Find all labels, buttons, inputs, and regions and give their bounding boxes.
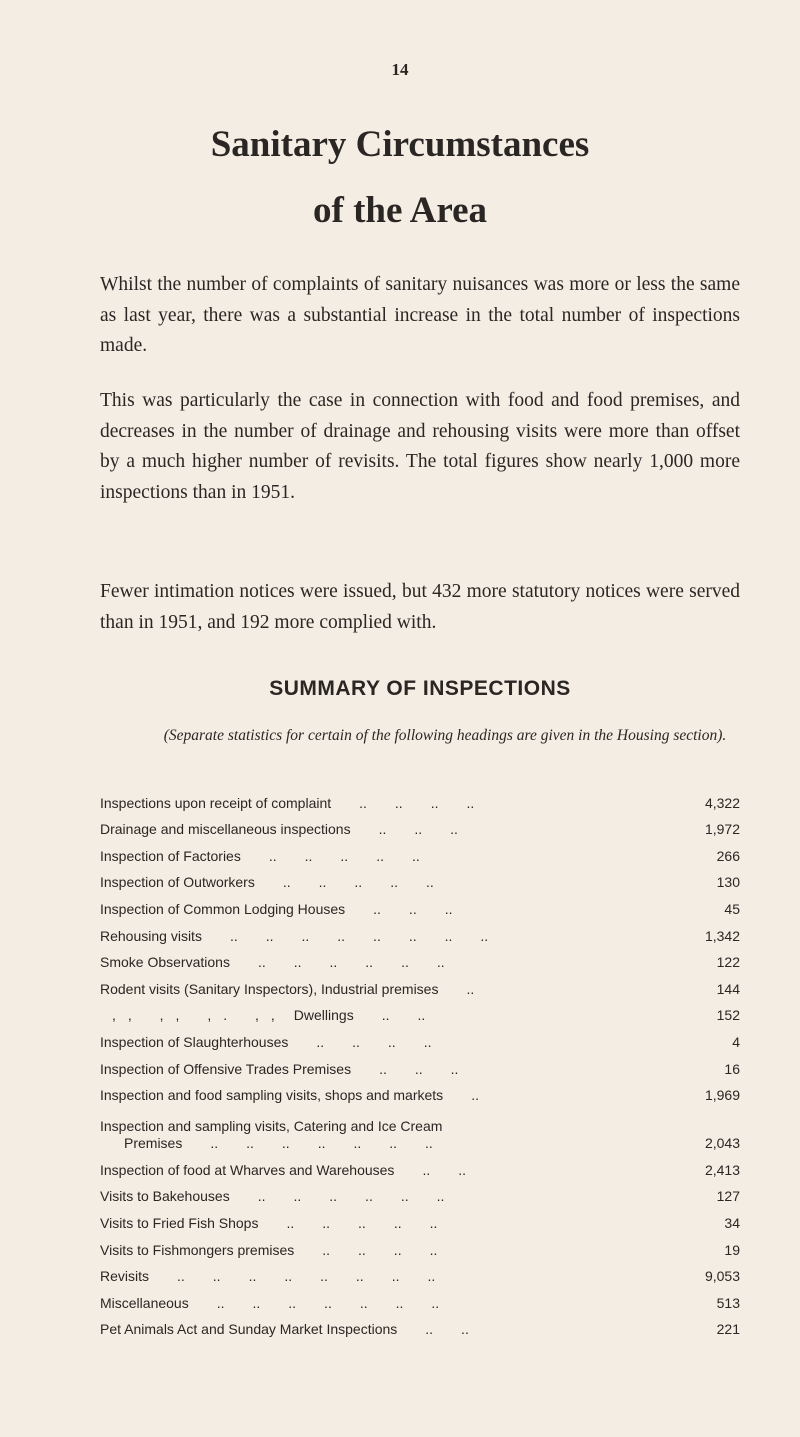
row-value: 19 (724, 1241, 740, 1258)
table-row (100, 1232, 740, 1259)
inspections-table (100, 785, 740, 1338)
table-row (100, 1104, 740, 1152)
dot-leader: .. .. .. .. .. .. .. (210, 1135, 433, 1152)
row-label-text: Visits to Fried Fish Shops (100, 1214, 259, 1231)
row-label (100, 795, 630, 812)
row-value: 513 (716, 1294, 740, 1311)
dot-leader: .. .. .. .. .. .. (257, 1188, 445, 1205)
dot-leader: .. .. .. .. .. (268, 847, 420, 864)
table-row (100, 891, 740, 918)
row-value: 45 (724, 900, 740, 917)
row-label-text: Visits to Bakehouses (100, 1188, 230, 1205)
row-label (100, 1007, 630, 1024)
dot-leader: .. .. .. (373, 900, 453, 917)
title-line-1: Sanitary Circumstances (210, 124, 590, 165)
row-value: 221 (716, 1321, 740, 1338)
dot-leader: .. .. .. (379, 1060, 459, 1077)
table-row (100, 1285, 740, 1312)
row-label (100, 848, 630, 865)
table-row (100, 945, 740, 972)
paragraph-complaints: Whilst the number of complaints of sanitary nuisances was more or less the same as last year, there was a substantial increase in the total number of inspections made. (100, 274, 740, 356)
row-label-text: Inspection of Factories (100, 847, 241, 864)
row-label-text: Inspection of Common Lodging Houses (100, 900, 346, 917)
row-value: 127 (716, 1188, 740, 1205)
summary-note: (Separate statistics for certain of the following headings are given in the Housing section). (163, 727, 727, 744)
dot-leader: .. .. .. (378, 821, 458, 838)
page-title (0, 112, 800, 244)
row-label-text: Inspection of Outworkers (100, 874, 255, 891)
row-label (100, 1087, 630, 1104)
row-label-text: Rodent visits (Sanitary Inspectors), Industrial premises (100, 980, 439, 997)
row-label-text: Inspection of Offensive Trades Premises (100, 1060, 352, 1077)
dot-leader: .. .. .. .. (322, 1241, 438, 1258)
dot-leader: .. .. .. .. .. .. (257, 954, 445, 971)
row-value: 9,053 (704, 1268, 740, 1285)
row-value: 4 (732, 1033, 740, 1050)
row-value: 16 (724, 1060, 740, 1077)
dot-leader: .. (466, 980, 475, 997)
row-label (100, 901, 630, 918)
row-value: 34 (724, 1214, 740, 1231)
row-label (100, 1188, 630, 1205)
row-label (100, 954, 630, 971)
dot-leader: .. .. .. .. .. .. .. (216, 1294, 440, 1311)
row-label-text: Inspections upon receipt of complaint (100, 794, 332, 811)
page-number: 14 (391, 60, 409, 79)
row-label (100, 874, 630, 891)
row-label (100, 1295, 630, 1312)
table-row (100, 1259, 740, 1286)
row-label (100, 1118, 630, 1152)
row-value: 4,322 (704, 794, 740, 811)
row-label (100, 821, 630, 838)
row-label (100, 1268, 630, 1285)
row-label-text-continued: Premises (124, 1135, 183, 1152)
dot-leader: .. (471, 1087, 479, 1104)
table-row (100, 1312, 740, 1339)
dot-leader: .. .. .. .. .. (282, 874, 434, 891)
row-value: 1,342 (704, 927, 740, 944)
table-row (100, 838, 740, 865)
dot-leader: .. .. .. .. .. .. .. .. (177, 1268, 436, 1285)
row-label-text: Inspection of food at Wharves and Warehouses (100, 1161, 395, 1178)
dot-leader: .. .. .. .. (359, 794, 475, 811)
dot-leader: .. .. (381, 1007, 426, 1024)
table-row (100, 1205, 740, 1232)
row-label (100, 1061, 630, 1078)
row-label (100, 1321, 630, 1338)
row-label (100, 1162, 630, 1179)
row-label-text: Rehousing visits (100, 927, 202, 944)
row-value: 1,972 (704, 821, 740, 838)
table-row (100, 1179, 740, 1206)
row-label-text: Smoke Observations (100, 954, 230, 971)
table-row (100, 1051, 740, 1078)
dot-leader: .. .. (422, 1161, 466, 1178)
row-label (100, 1242, 630, 1259)
row-label-text: Revisits (100, 1268, 150, 1285)
table-row (100, 998, 740, 1025)
table-row (100, 1024, 740, 1051)
row-label (100, 981, 630, 998)
row-value: 1,969 (704, 1087, 740, 1104)
table-row (100, 918, 740, 945)
dot-leader: .. .. (425, 1321, 469, 1338)
row-label-text: Inspection of Slaughterhouses (100, 1033, 289, 1050)
table-row (100, 1078, 740, 1105)
paragraph-notices: Fewer intimation notices were issued, but 432 more statutory notices were served than in 1951, and 192 more complied with. (100, 581, 740, 633)
row-value: 2,413 (704, 1161, 740, 1178)
table-row (100, 785, 740, 812)
row-label-text: Inspection and sampling visits, Catering and Ice Cream (100, 1118, 443, 1135)
row-label (100, 1034, 630, 1051)
row-value: 144 (716, 980, 740, 997)
row-label (100, 1215, 630, 1232)
paragraph-food-premises: This was particularly the case in connection with food and food premises, and decreases in the number of drainage and rehousing visits were more than offset by a much higher number of revisits. The total figures show nearly 1,000 more inspections than in 1951. (100, 390, 740, 503)
row-label-text: Inspection and food sampling visits, shops and markets (100, 1087, 444, 1104)
row-value: 130 (716, 874, 740, 891)
row-label-text: Drainage and miscellaneous inspections (100, 821, 351, 838)
summary-heading: SUMMARY OF INSPECTIONS (269, 677, 571, 700)
row-label (100, 928, 630, 945)
table-row (100, 865, 740, 892)
row-label-text: Miscellaneous (100, 1294, 189, 1311)
table-row (100, 812, 740, 839)
row-label-text: Dwellings (293, 1007, 354, 1024)
row-value: 122 (716, 954, 740, 971)
row-label-text: Visits to Fishmongers premises (100, 1241, 295, 1258)
row-value: 266 (716, 847, 740, 864)
ditto-marks: ,, ,, ,. ,, (112, 1007, 287, 1024)
table-row (100, 1152, 740, 1179)
row-value: 2,043 (704, 1135, 740, 1152)
dot-leader: .. .. .. .. .. .. .. .. (229, 927, 489, 944)
dot-leader: .. .. .. .. (316, 1033, 432, 1050)
title-line-2: of the Area (313, 190, 487, 231)
row-value: 152 (716, 1007, 740, 1024)
dot-leader: .. .. .. .. .. (286, 1214, 438, 1231)
table-row (100, 971, 740, 998)
row-label-text: Pet Animals Act and Sunday Market Inspections (100, 1321, 398, 1338)
